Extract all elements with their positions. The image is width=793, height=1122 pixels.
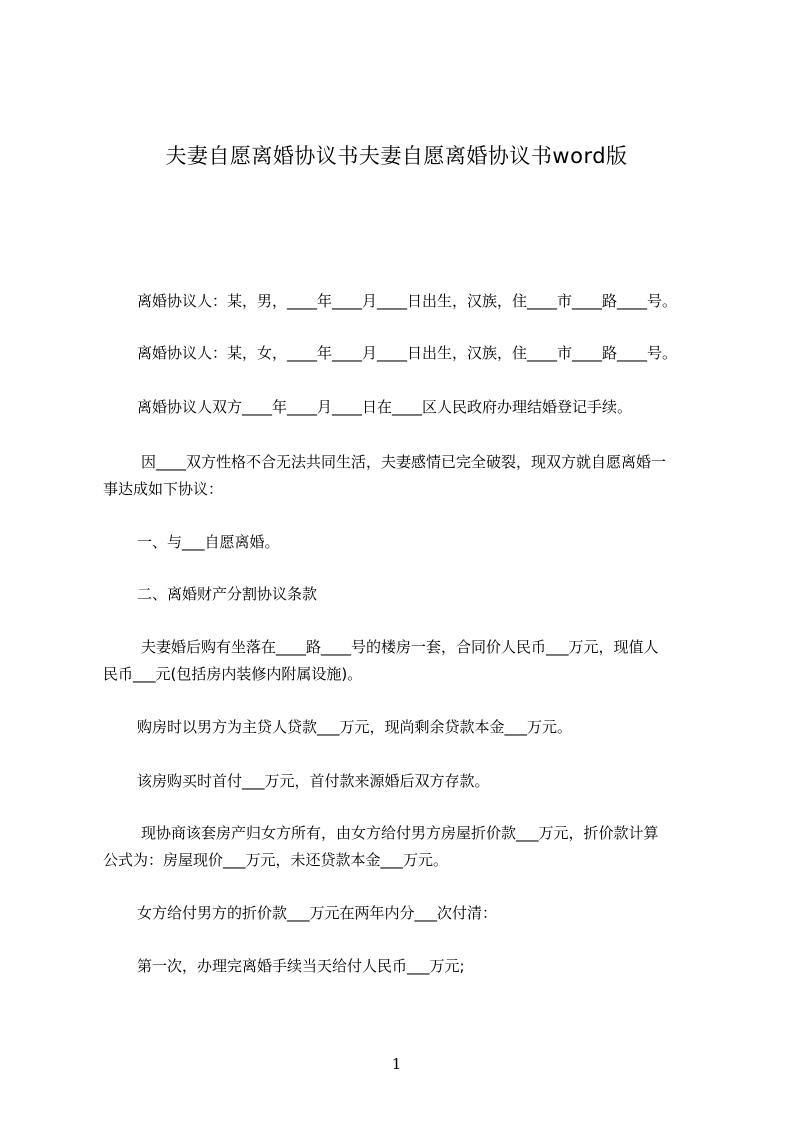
paragraph-property-allocation	[103, 820, 703, 874]
paragraph-reason	[103, 449, 703, 503]
paragraph-text: 现协商该套房产归女方所有，由女方给付男方房屋折价款___万元，折价款计算	[141, 824, 659, 842]
paragraph-text: 公式为：房屋现价___万元，未还贷款本金___万元。	[103, 851, 449, 869]
paragraph-first-payment	[103, 953, 703, 980]
paragraph-text: 因____双方性格不合无法共同生活，夫妻感情已完全破裂，现双方就自愿离婚一	[141, 453, 667, 471]
paragraph-text: 事达成如下协议：	[103, 480, 224, 498]
document-title: 夫妻自愿离婚协议书夫妻自愿离婚协议书word版	[165, 144, 628, 168]
clause-two-heading	[103, 581, 703, 608]
clause-one-heading	[103, 529, 703, 556]
paragraph-party-female	[103, 340, 703, 367]
paragraph-text: 购房时以男方为主贷人贷款___万元，现尚剩余贷款本金___万元。	[137, 718, 573, 736]
paragraph-loan	[103, 714, 703, 741]
paragraph-text: 民币___元(包括房内装修内附属设施)。	[103, 665, 363, 683]
paragraph-text: 夫妻婚后购有坐落在____路____号的楼房一套，合同价人民币___万元，现值人	[141, 638, 659, 656]
paragraph-marriage-registration	[103, 394, 703, 421]
paragraph-text: 第一次，办理完离婚手续当天给付人民币___万元;	[137, 957, 465, 975]
paragraph-text: 该房购买时首付___万元，首付款来源婚后双方存款。	[137, 772, 490, 790]
page-number: 1	[391, 1055, 402, 1073]
paragraph-text: 离婚协议人：某，女，____年____月____日出生，汉族，住____市____路____号。	[137, 344, 678, 362]
paragraph-text: 女方给付男方的折价款___万元在两年内分___次付清：	[137, 904, 498, 922]
paragraph-text: 二、离婚财产分割协议条款	[137, 585, 318, 603]
paragraph-down-payment	[103, 768, 703, 795]
paragraph-installments	[103, 900, 703, 927]
paragraph-text: 离婚协议人双方____年____月____日在____区人民政府办理结婚登记手续。	[137, 398, 633, 416]
paragraph-text: 一、与___自愿离婚。	[137, 533, 280, 551]
paragraph-party-male	[103, 288, 703, 315]
paragraph-house-purchase	[103, 634, 703, 688]
paragraph-text: 离婚协议人：某，男，____年____月____日出生，汉族，住____市____路____号。	[137, 292, 678, 310]
